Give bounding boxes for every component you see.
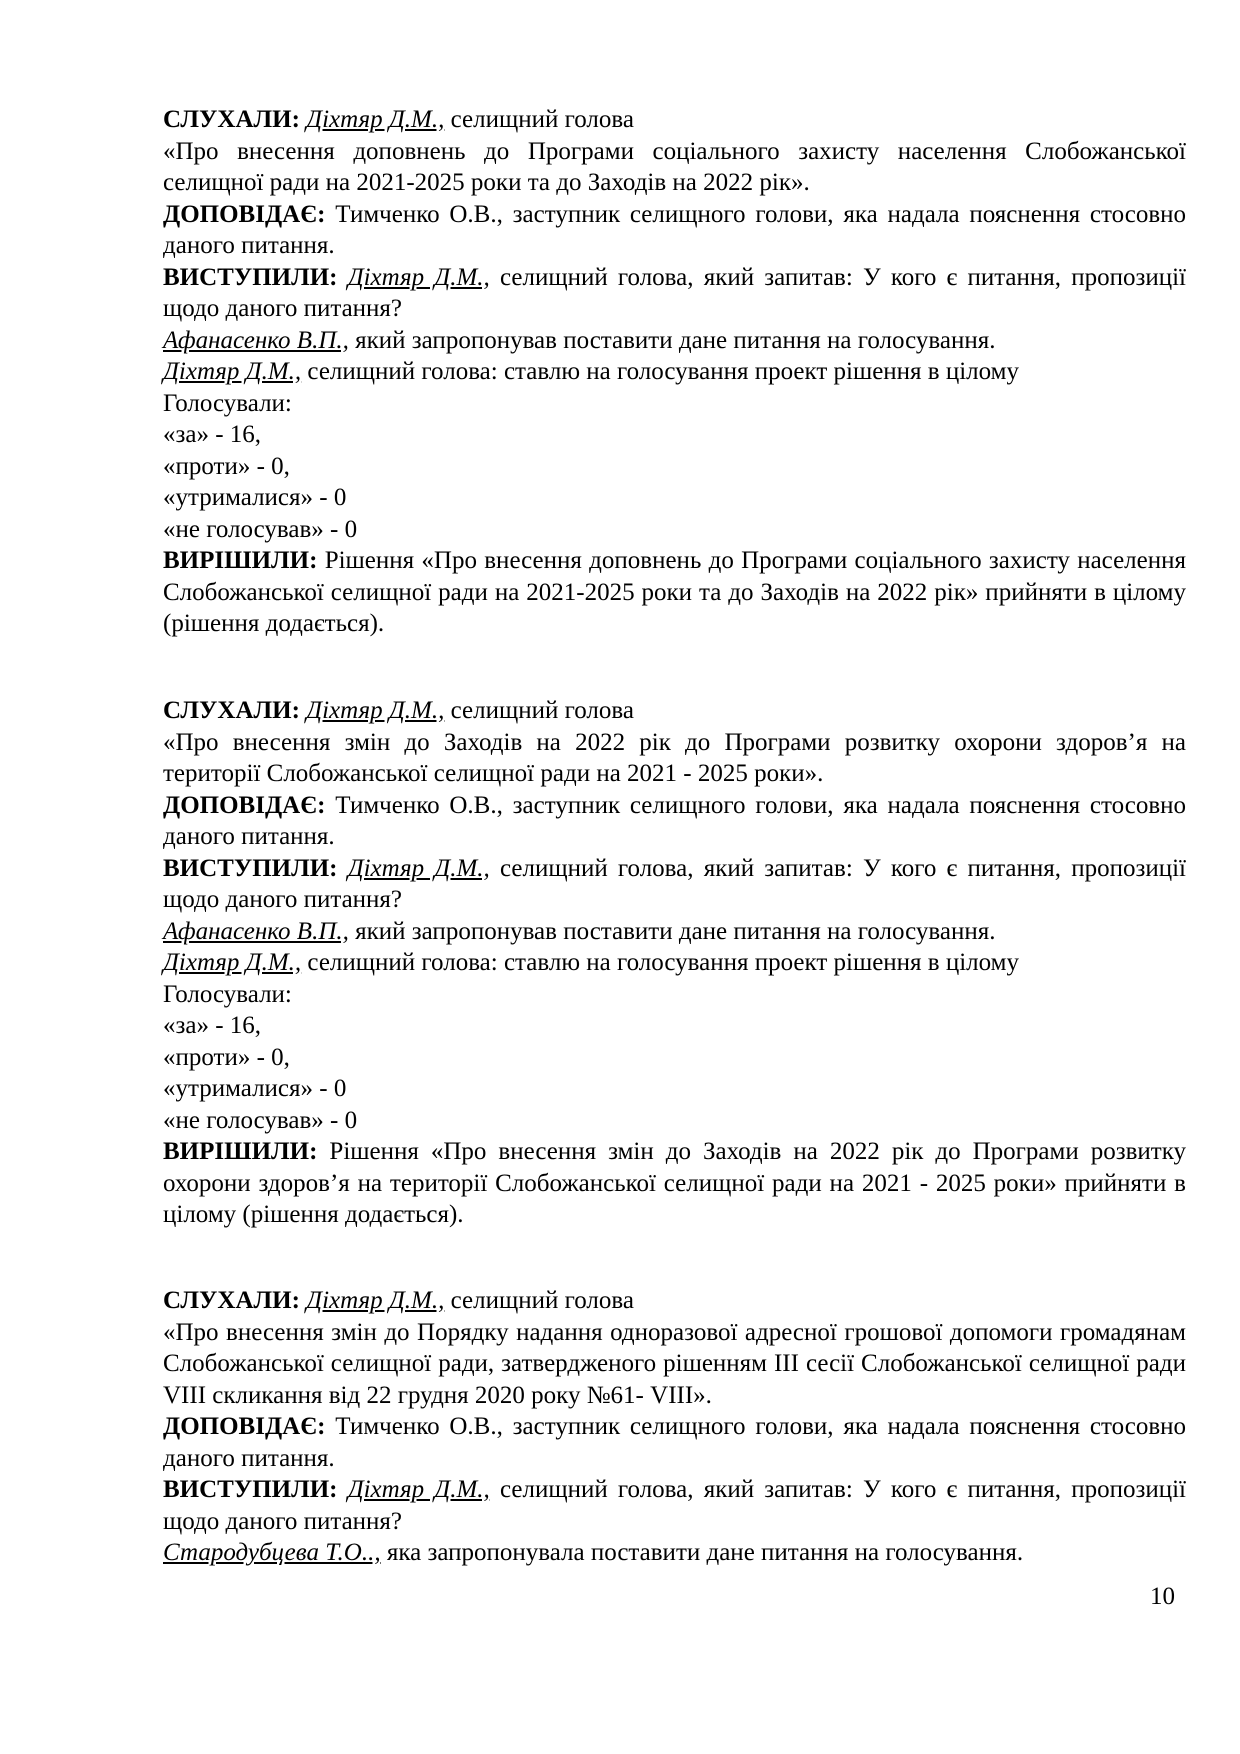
reporter-text: Тимченко О.В., заступник селищного голови, яка надала пояснення стосовно даного питання. (163, 200, 1187, 259)
vote-abstained: «утрималися» - 0 (163, 1075, 347, 1102)
chair-line (163, 947, 1186, 979)
heard-name: Діхтяр Д.М., (306, 1287, 445, 1314)
reporter-label: ДОПОВІДАЄ: (163, 1413, 326, 1440)
voted-label: Голосували: (163, 980, 292, 1008)
topic-text: «Про внесення змін до Заходів на 2022 рік до Програми розвитку охорони здоров’я на території Слобожанської селищної ради на 2021 - 2025 роки». (163, 728, 1186, 787)
spoke-line (163, 853, 1186, 916)
spoke-text: селищний голова, який запитав: У кого є питання, пропозиції щодо даного питання? (163, 1476, 1187, 1535)
heard-line (163, 1285, 1186, 1317)
spoke-label: ВИСТУПИЛИ: (163, 263, 338, 291)
voted-label: Голосували: (163, 389, 292, 417)
spoke-line (163, 262, 1186, 325)
spoke-label: ВИСТУПИЛИ: (163, 854, 338, 882)
decided-label: ВИРІШИЛИ: (163, 547, 318, 574)
heard-label: СЛУХАЛИ: (163, 697, 300, 724)
topic-text: «Про внесення доповнень до Програми соціального захисту населення Слобожанської селищної ради на 2021-2025 роки та до Заходів на 2022 рік». (163, 137, 1186, 196)
vote-against: «проти» - 0, (163, 452, 290, 480)
heard-role: селищний голова (450, 1287, 634, 1314)
reporter-line (163, 1411, 1186, 1474)
heard-name: Діхтяр Д.М., (306, 106, 445, 133)
chair-text: селищний голова: ставлю на голосування проект рішення в цілому (307, 949, 1019, 976)
heard-label: СЛУХАЛИ: (163, 106, 300, 133)
agenda-item-2 (163, 695, 1186, 1231)
heard-name: Діхтяр Д.М., (306, 697, 445, 724)
reporter-text: Тимченко О.В., заступник селищного голови, яка надала пояснення стосовно даного питання. (163, 1413, 1187, 1472)
reporter-line (163, 199, 1186, 262)
agenda-item-3 (163, 1285, 1186, 1569)
decided-text: Рішення «Про внесення змін до Заходів на 2022 рік до Програми розвитку охорони здоров’я на території Слобожанської селищної ради на 2021 - 2025 роки» прийняти в цілому (рішення додається). (163, 1138, 1186, 1228)
heard-role: селищний голова (450, 697, 634, 724)
proposer-text: який запропонував поставити дане питання на голосування. (355, 326, 996, 354)
vote-not-voted: «не голосував» - 0 (163, 1106, 358, 1134)
heard-role: селищний голова (450, 106, 634, 133)
reporter-line (163, 790, 1186, 853)
spoke-text: селищний голова, який запитав: У кого є питання, пропозиції щодо даного питання? (163, 854, 1187, 913)
spoke-line (163, 1474, 1186, 1537)
proposer-text: яка запропонувала поставити дане питання на голосування. (386, 1539, 1024, 1566)
reporter-text: Тимченко О.В., заступник селищного голови, яка надала пояснення стосовно даного питання. (163, 791, 1187, 850)
proposer-line (163, 325, 1186, 357)
agenda-item-1 (163, 104, 1186, 640)
chair-name: Діхтяр Д.М., (163, 358, 302, 385)
chair-name: Діхтяр Д.М., (163, 949, 302, 976)
proposer-name: Стародубцева Т.О.., (163, 1539, 381, 1566)
page-number: 10 (1150, 1583, 1175, 1610)
reporter-label: ДОПОВІДАЄ: (163, 791, 326, 819)
vote-not-voted: «не голосував» - 0 (163, 515, 358, 543)
spoke-label: ВИСТУПИЛИ: (163, 1476, 338, 1503)
decided-label: ВИРІШИЛИ: (163, 1138, 318, 1165)
decided-line (163, 1136, 1186, 1231)
decided-text: Рішення «Про внесення доповнень до Програми соціального захисту населення Слобожанської селищної ради на 2021-2025 роки та до Заходів на 2022 рік» прийняти в цілому (рішення додається). (163, 547, 1186, 637)
spoke-name: Діхтяр Д.М., (347, 854, 490, 882)
spoke-name: Діхтяр Д.М., (347, 263, 490, 291)
spoke-name: Діхтяр Д.М., (347, 1476, 490, 1503)
vote-against: «проти» - 0, (163, 1043, 290, 1071)
proposer-name: Афанасенко В.П., (163, 326, 349, 354)
reporter-label: ДОПОВІДАЄ: (163, 200, 326, 228)
proposer-name: Афанасенко В.П., (163, 917, 349, 945)
heard-line (163, 695, 1186, 727)
proposer-text: який запропонував поставити дане питання на голосування. (355, 917, 996, 945)
chair-line (163, 356, 1186, 388)
chair-text: селищний голова: ставлю на голосування проект рішення в цілому (307, 358, 1019, 385)
heard-line (163, 104, 1186, 136)
vote-for: «за» - 16, (163, 1012, 262, 1039)
proposer-line (163, 916, 1186, 948)
heard-label: СЛУХАЛИ: (163, 1287, 300, 1314)
topic-text: «Про внесення змін до Порядку надання одноразової адресної грошової допомоги громадянам Слобожанської селищної ради, затвердженого рішенням ІІІ сесії Слобожанської селищної ради VIII скликання від 22 грудня 2020 року №61- VIII». (163, 1318, 1186, 1409)
vote-abstained: «утрималися» - 0 (163, 484, 347, 511)
proposer-line (163, 1537, 1186, 1569)
spoke-text: селищний голова, який запитав: У кого є питання, пропозиції щодо даного питання? (163, 263, 1187, 322)
vote-for: «за» - 16, (163, 421, 262, 448)
decided-line (163, 545, 1186, 640)
